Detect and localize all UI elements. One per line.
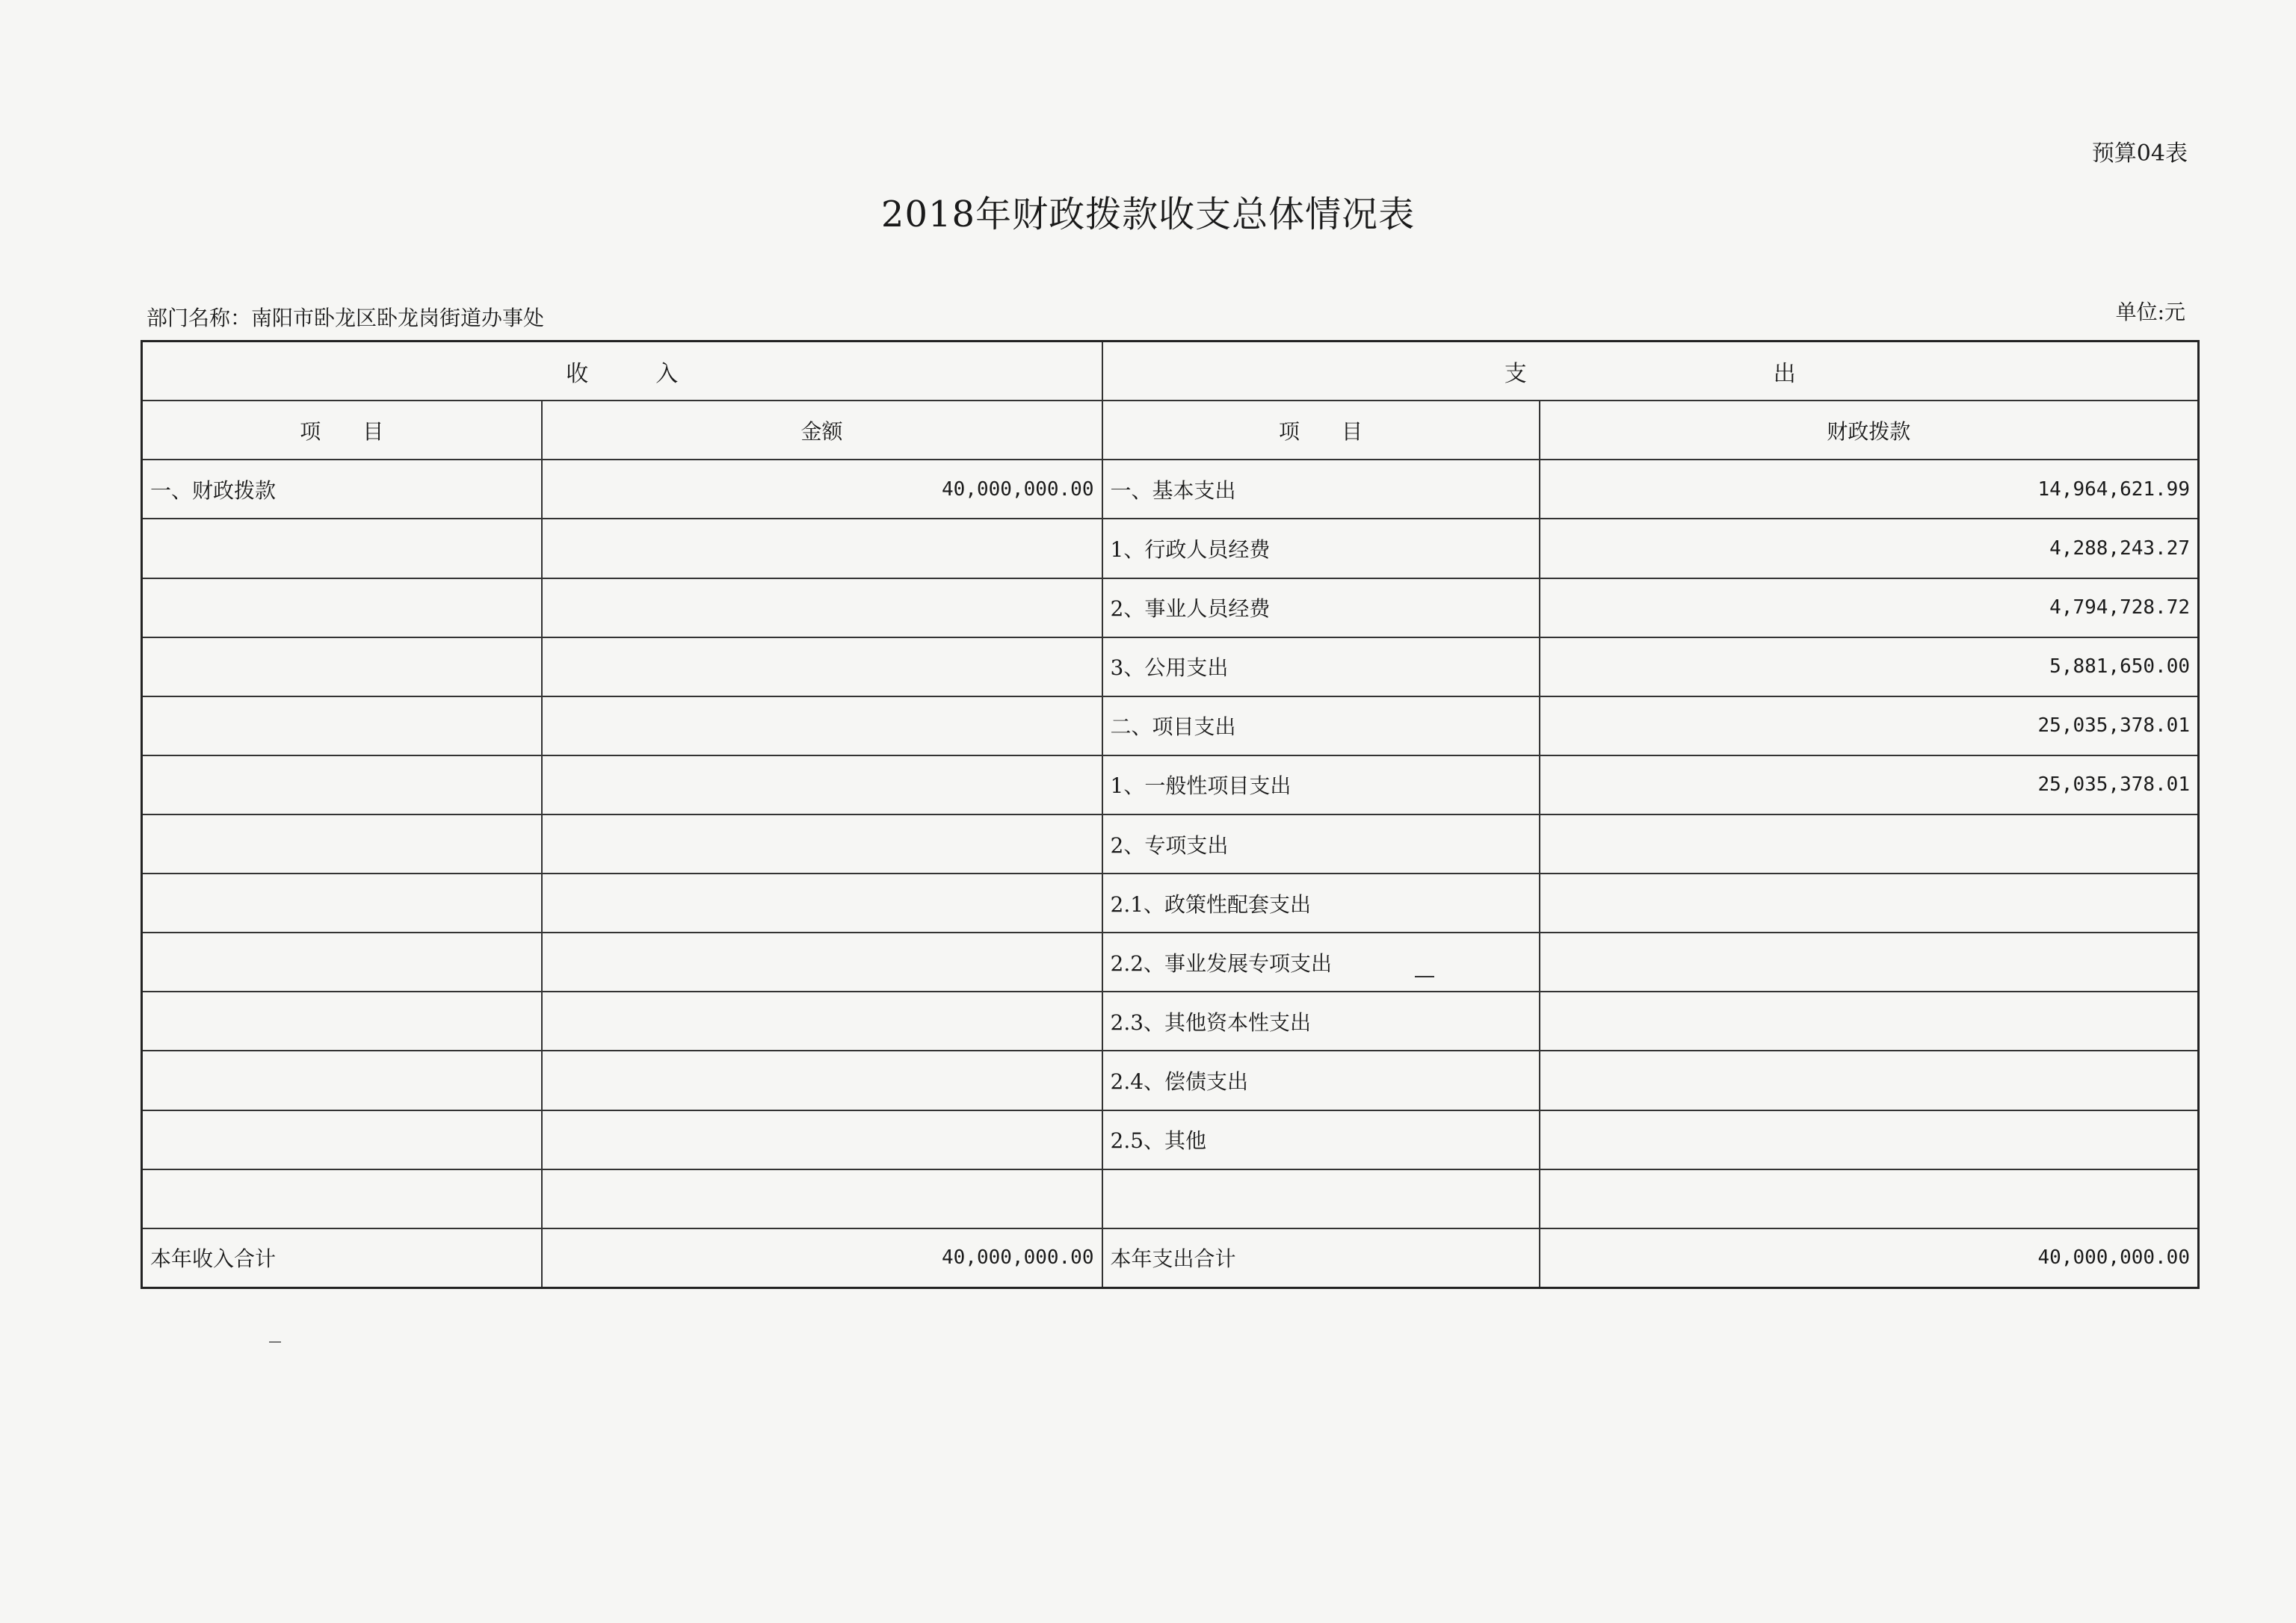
scan-mark — [1415, 976, 1434, 977]
expense-item-cell: 一、基本支出 — [1102, 460, 1540, 519]
expense-item-cell: 1、一般性项目支出 — [1102, 755, 1540, 814]
expense-amount-cell — [1540, 1169, 2199, 1228]
income-amount-cell — [542, 578, 1102, 637]
income-amount-cell — [542, 696, 1102, 755]
table-row — [142, 1169, 2199, 1228]
total-row — [142, 1228, 2199, 1288]
table-row — [142, 933, 2199, 992]
expense-amount-cell: 4,794,728.72 — [1540, 578, 2199, 637]
expense-total-amount: 40,000,000.00 — [1540, 1228, 2199, 1288]
table-row — [142, 460, 2199, 519]
expense-item-cell: 2.5、其他 — [1102, 1110, 1540, 1169]
income-item-cell — [142, 1110, 542, 1169]
income-item-cell — [142, 814, 542, 874]
income-item-cell — [142, 755, 542, 814]
table-row — [142, 755, 2199, 814]
expense-item-cell: 2.3、其他资本性支出 — [1102, 992, 1540, 1051]
expense-amount-cell — [1540, 814, 2199, 874]
page-title: 2018年财政拨款收支总体情况表 — [880, 194, 1416, 235]
income-amount-cell: 40,000,000.00 — [542, 460, 1102, 519]
table-row — [142, 637, 2199, 696]
income-item-cell — [142, 637, 542, 696]
expense-amount-header: 财政拨款 — [1540, 401, 2199, 460]
scan-mark — [269, 1341, 281, 1343]
income-amount-cell — [542, 1110, 1102, 1169]
income-total-amount: 40,000,000.00 — [542, 1228, 1102, 1288]
table-row — [142, 1110, 2199, 1169]
income-item-header: 项 目 — [142, 401, 542, 460]
expense-amount-cell: 5,881,650.00 — [1540, 637, 2199, 696]
income-amount-header: 金额 — [542, 401, 1102, 460]
table-body — [142, 460, 2199, 1228]
expense-amount-cell — [1540, 933, 2199, 992]
table-row — [142, 874, 2199, 933]
income-item-cell — [142, 874, 542, 933]
expense-item-cell: 2.1、政策性配套支出 — [1102, 874, 1540, 933]
expense-item-cell: 二、项目支出 — [1102, 696, 1540, 755]
income-amount-cell — [542, 637, 1102, 696]
expense-item-cell: 3、公用支出 — [1102, 637, 1540, 696]
expense-item-cell: 1、行政人员经费 — [1102, 519, 1540, 578]
income-item-cell — [142, 1169, 542, 1228]
unit-label: 单位:元 — [2115, 300, 2185, 324]
income-amount-cell — [542, 1051, 1102, 1110]
income-amount-cell — [542, 933, 1102, 992]
expense-amount-cell: 25,035,378.01 — [1540, 755, 2199, 814]
expense-amount-cell — [1540, 874, 2199, 933]
table-row — [142, 814, 2199, 874]
table-row — [142, 1051, 2199, 1110]
table-row — [142, 519, 2199, 578]
table-row — [142, 696, 2199, 755]
table-row — [142, 578, 2199, 637]
expense-amount-cell — [1540, 1051, 2199, 1110]
table-row — [142, 992, 2199, 1051]
expense-amount-cell — [1540, 1110, 2199, 1169]
income-amount-cell — [542, 992, 1102, 1051]
income-item-cell — [142, 696, 542, 755]
expense-item-cell: 2、专项支出 — [1102, 814, 1540, 874]
income-item-cell — [142, 1051, 542, 1110]
income-item-cell — [142, 578, 542, 637]
expense-item-cell — [1102, 1169, 1540, 1228]
expense-total-label: 本年支出合计 — [1102, 1228, 1540, 1288]
income-header: 收 入 — [142, 341, 1102, 401]
budget-table — [141, 340, 2200, 1289]
income-amount-cell — [542, 1169, 1102, 1228]
header-column-row — [142, 401, 2199, 460]
expense-item-cell: 2.4、偿债支出 — [1102, 1051, 1540, 1110]
expense-amount-cell: 4,288,243.27 — [1540, 519, 2199, 578]
expense-header: 支 出 — [1102, 341, 2199, 401]
expense-amount-cell: 25,035,378.01 — [1540, 696, 2199, 755]
page-code: 预算04表 — [2091, 140, 2188, 167]
income-item-cell — [142, 933, 542, 992]
income-amount-cell — [542, 519, 1102, 578]
income-amount-cell — [542, 874, 1102, 933]
income-amount-cell — [542, 755, 1102, 814]
income-item-cell: 一、财政拨款 — [142, 460, 542, 519]
expense-item-header: 项 目 — [1102, 401, 1540, 460]
department-label: 部门名称：南阳市卧龙区卧龙岗街道办事处 — [146, 306, 545, 330]
expense-item-cell: 2.2、事业发展专项支出 — [1102, 933, 1540, 992]
expense-amount-cell — [1540, 992, 2199, 1051]
income-amount-cell — [542, 814, 1102, 874]
income-item-cell — [142, 519, 542, 578]
income-item-cell — [142, 992, 542, 1051]
header-group-row — [142, 341, 2199, 401]
income-total-label: 本年收入合计 — [142, 1228, 542, 1288]
expense-item-cell: 2、事业人员经费 — [1102, 578, 1540, 637]
expense-amount-cell: 14,964,621.99 — [1540, 460, 2199, 519]
